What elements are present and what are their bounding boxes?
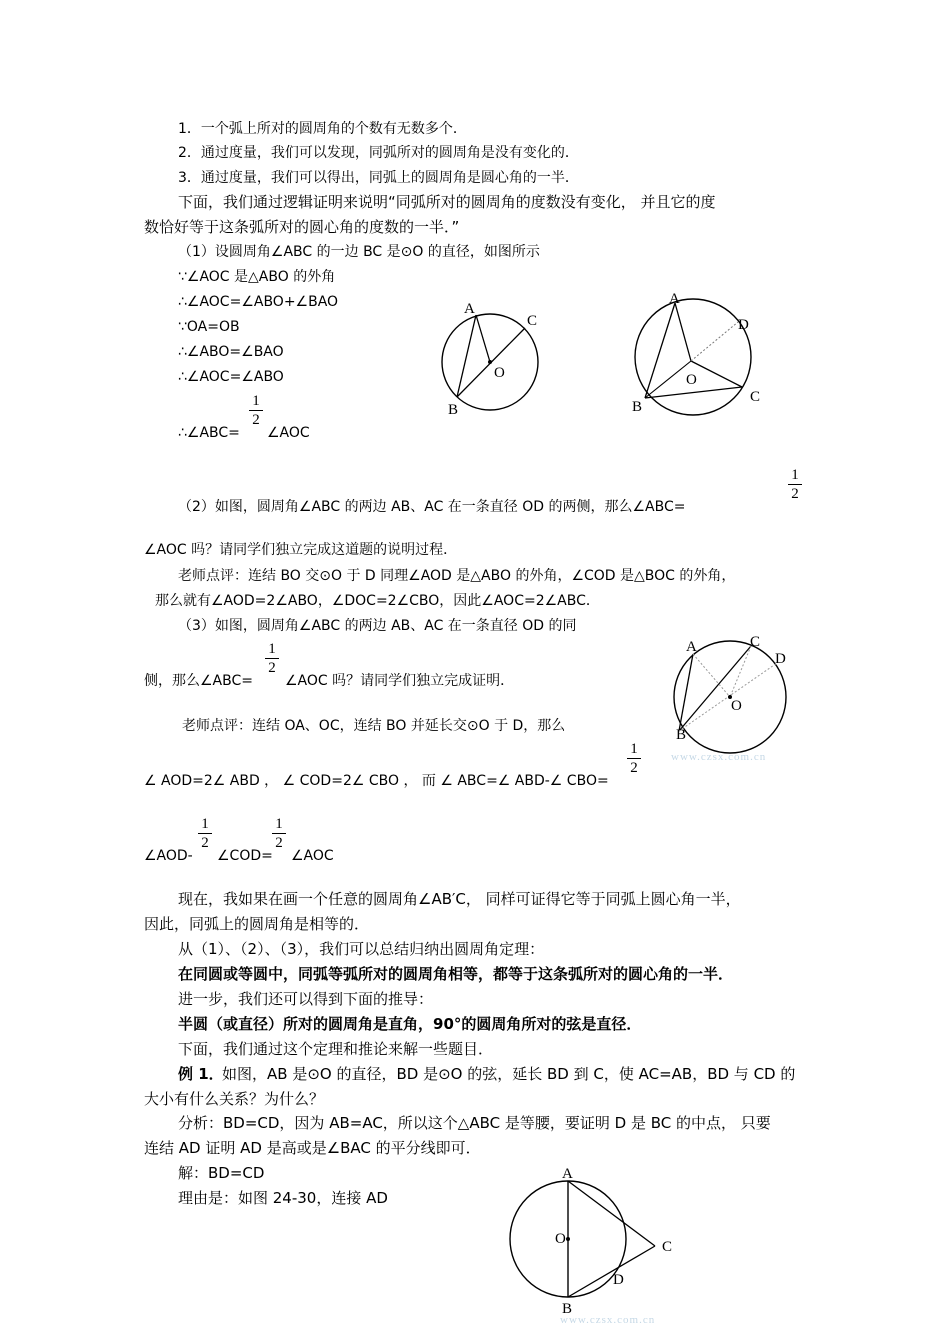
figure-3-same-side xyxy=(665,630,805,765)
line-4: 下面，我们通过逻辑证明来说明“同弧所对的圆周角的度数没有变化， 并且它的度 xyxy=(178,193,716,211)
fig1-label-a: A xyxy=(464,301,475,317)
line-17: （3）如图，圆周角∠ABC 的两边 AB、AC 在一条直径 OD 的同 xyxy=(178,618,577,634)
line-21-b: ∠COD= xyxy=(217,848,273,864)
fraction-denominator: 2 xyxy=(630,760,638,776)
fig4-center-dot xyxy=(566,1237,570,1241)
fraction-denominator: 2 xyxy=(201,835,209,851)
fraction-half-2 xyxy=(788,467,802,502)
line-32: 连结 AD 证明 AD 是高或是∠BAC 的平分线即可． xyxy=(144,1139,481,1157)
fraction-half-1 xyxy=(249,393,263,428)
line-33: 解：BD=CD xyxy=(178,1164,265,1182)
fig2-label-o: O xyxy=(686,372,697,388)
example-label: 例 1． xyxy=(178,1065,224,1083)
line-15: 老师点评：连结 BO 交⊙O 于 D 同理∠AOD 是△ABO 的外角，∠COD 是△BOC 的外角， xyxy=(178,568,736,584)
fig4-watermark: www.czsx.com.cn xyxy=(560,1314,656,1326)
fig2-radius-oa xyxy=(675,303,691,361)
fig2-label-d: D xyxy=(738,317,749,333)
fraction-numerator: 1 xyxy=(275,816,283,832)
fig3-label-a: A xyxy=(686,639,697,655)
fig3-chord-ab xyxy=(679,654,693,731)
fig4-label-a: A xyxy=(562,1166,573,1182)
fraction-denominator: 2 xyxy=(268,660,276,676)
line-7: ∵∠AOC 是△ABO 的外角 xyxy=(178,269,336,285)
line-8: ∴∠AOC=∠ABO+∠BAO xyxy=(178,294,339,310)
fig1-label-b: B xyxy=(448,402,459,418)
fig1-radius-oa xyxy=(476,315,490,362)
line-14: ∠AOC 吗？请同学们独立完成这道题的说明过程． xyxy=(144,542,458,558)
corollary-statement: 半圆（或直径）所对的圆周角是直角，90°的圆周角所对的弦是直径． xyxy=(178,1015,642,1033)
line-22: 现在，我如果在画一个任意的圆周角∠AB′C， 同样可证得它等于同弧上圆心角一半， xyxy=(178,890,741,908)
fraction-half-3 xyxy=(265,641,279,676)
fig3-watermark: www.czsx.com.cn xyxy=(671,751,767,763)
line-13: （2）如图，圆周角∠ABC 的两边 AB、AC 在一条直径 OD 的两侧，那么∠ABC= xyxy=(178,499,686,515)
fraction-denominator: 2 xyxy=(791,486,799,502)
fig4-segment-ac xyxy=(568,1181,655,1246)
fig4-label-o: O xyxy=(555,1231,566,1247)
fig2-radius-oc xyxy=(691,361,742,387)
line-18-right: ∠AOC 吗？请同学们独立完成证明． xyxy=(285,673,515,689)
fig2-dotted-od xyxy=(691,322,738,361)
example-text: 如图，AB 是⊙O 的直径，BD 是⊙O 的弦，延长 BD 到 C，使 AC=AB，BD 与 CD 的 xyxy=(222,1065,796,1083)
fraction-numerator: 1 xyxy=(630,741,638,757)
fig4-segment-bc xyxy=(568,1246,655,1297)
fig2-label-b: B xyxy=(632,399,643,415)
fig2-radius-ob xyxy=(645,361,691,398)
fraction-numerator: 1 xyxy=(791,467,799,483)
fig2-label-c: C xyxy=(750,389,761,405)
line-19: 老师点评：连结 OA、OC，连结 BO 并延长交⊙O 于 D，那么 xyxy=(182,718,566,734)
line-16: 那么就有∠AOD=2∠ABO，∠DOC=2∠CBO，因此∠AOC=2∠ABC． xyxy=(155,593,600,609)
line-21-a: ∠AOD- xyxy=(144,848,193,864)
line-12-right: ∠AOC xyxy=(267,425,310,441)
fig1-chord-ab xyxy=(457,315,476,397)
line-5: 数恰好等于这条弧所对的圆心角的度数的一半．” xyxy=(144,218,460,236)
fig2-label-a: A xyxy=(669,291,680,307)
line-6: （1）设圆周角∠ABC 的一边 BC 是⊙O 的直径，如图所示 xyxy=(178,244,540,260)
line-30: 大小有什么关系？为什么？ xyxy=(144,1090,325,1108)
fig4-label-b: B xyxy=(562,1301,573,1317)
fig3-dotted-oc xyxy=(730,646,751,697)
fraction-numerator: 1 xyxy=(268,641,276,657)
fig3-label-c: C xyxy=(750,634,761,650)
fraction-half-4 xyxy=(627,741,641,776)
line-31: 分析：BD=CD，因为 AB=AC，所以这个△ABC 是等腰，要证明 D 是 BC 的中点， 只要 xyxy=(178,1114,771,1132)
theorem-statement: 在同圆或等圆中，同弧等弧所对的圆周角相等，都等于这条弧所对的圆心角的一半． xyxy=(178,965,734,983)
line-24: 从（1）、（2）、（3），我们可以总结归纳出圆周角定理： xyxy=(178,940,545,958)
line-20: ∠ AOD=2∠ ABD ， ∠ COD=2∠ CBO ， 而 ∠ ABC=∠ ABD-∠ CBO= xyxy=(144,773,609,789)
line-1: 1．一个弧上所对的圆周角的个数有无数多个． xyxy=(178,121,467,137)
fig2-chord-bc xyxy=(645,387,742,398)
fraction-half-6 xyxy=(272,816,286,851)
figure-4-example xyxy=(500,1165,685,1335)
fig3-dotted-oa xyxy=(693,654,730,697)
line-26: 进一步，我们还可以得到下面的推导： xyxy=(178,990,434,1008)
fig1-label-c: C xyxy=(527,313,538,329)
fig3-label-o: O xyxy=(731,698,742,714)
fig1-label-o: O xyxy=(494,365,505,381)
fig3-label-d: D xyxy=(775,651,786,667)
line-9: ∵OA=OB xyxy=(178,319,240,335)
line-23: 因此，同弧上的圆周角是相等的． xyxy=(144,915,370,933)
line-34: 理由是：如图 24-30，连接 AD xyxy=(178,1189,388,1207)
fig1-center-dot xyxy=(488,360,492,364)
figure-1-diameter-case xyxy=(430,295,560,425)
fraction-half-5 xyxy=(198,816,212,851)
line-12-left: ∴∠ABC= xyxy=(178,425,240,441)
line-11: ∴∠AOC=∠ABO xyxy=(178,369,284,385)
fig4-label-c: C xyxy=(662,1239,673,1255)
fraction-denominator: 2 xyxy=(252,412,260,428)
figure-2-opposite-sides xyxy=(625,285,775,425)
fig4-label-d: D xyxy=(613,1272,624,1288)
line-21-c: ∠AOC xyxy=(291,848,334,864)
line-10: ∴∠ABO=∠BAO xyxy=(178,344,284,360)
fraction-numerator: 1 xyxy=(201,816,209,832)
line-3: 3．通过度量，我们可以得出，同弧上的圆周角是圆心角的一半． xyxy=(178,170,579,186)
fraction-denominator: 2 xyxy=(275,835,283,851)
fig3-label-b: B xyxy=(676,727,687,743)
line-2: 2．通过度量，我们可以发现，同弧所对的圆周角是没有变化的． xyxy=(178,145,579,161)
fig2-chord-ab xyxy=(645,303,675,398)
line-28: 下面，我们通过这个定理和推论来解一些题目． xyxy=(178,1040,494,1058)
fraction-numerator: 1 xyxy=(252,393,260,409)
line-18-left: 侧，那么∠ABC= xyxy=(144,673,253,689)
